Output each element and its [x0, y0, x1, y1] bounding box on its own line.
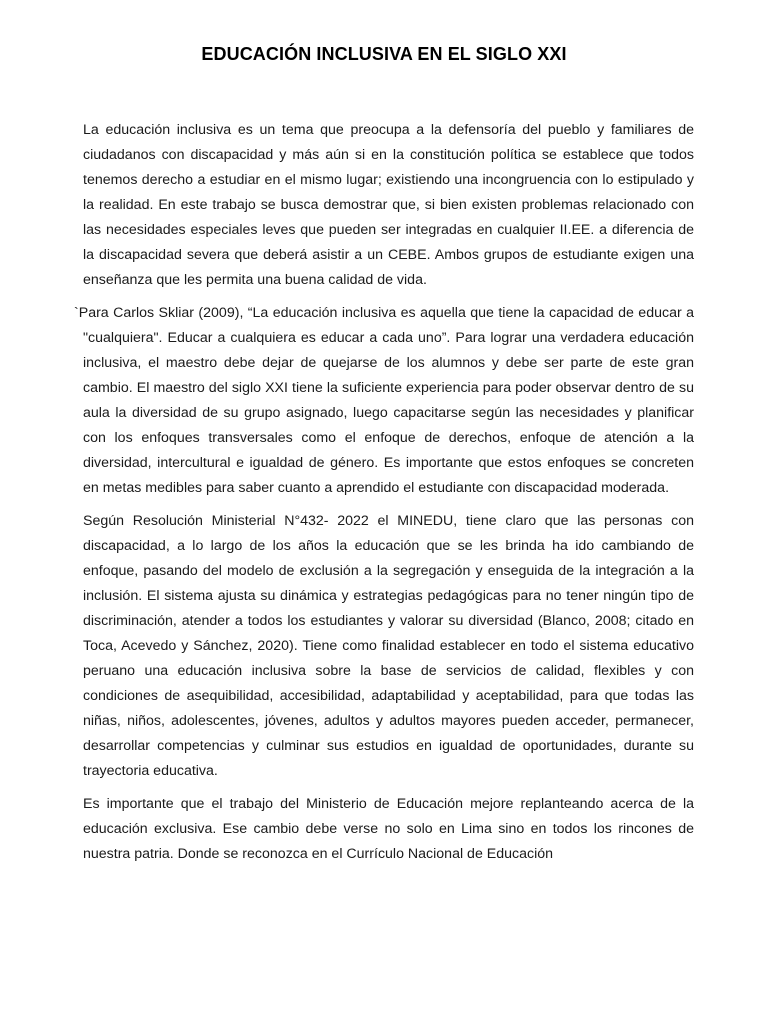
paragraph-skliar: `Para Carlos Skliar (2009), “La educación inclusiva es aquella que tiene la capacidad de educar a "cualquiera". Educar a cualquiera es educar a cada uno”. Para lograr una verdadera educación inclusiva, el maestro debe dejar de quejarse de los alumnos y debe ser parte de este gran cambio. El maestro del siglo XXI tiene la suficiente experiencia para poder observar dentro de su aula la diversidad de su grupo asignado, luego capacitarse según las necesidades y planificar con los enfoques transversales como el enfoque de derechos, enfoque de atención a la diversidad, intercultural e igualdad de género. Es importante que estos enfoques se concreten en metas medibles para saber cuanto a aprendido el estudiante con discapacidad moderada. [74, 305, 694, 496]
document-body [74, 118, 694, 867]
document-title: EDUCACIÓN INCLUSIVA EN EL SIGLO XXI [201, 44, 567, 64]
paragraph-ministerio: Es importante que el trabajo del Ministerio de Educación mejore replanteando acerca de la educación exclusiva. Ese cambio debe verse no solo en Lima sino en todos los rincones de nuestra patria. Donde se reconozca en el Currículo Nacional de Educación [83, 796, 694, 862]
paragraph-resolucion: Según Resolución Ministerial N°432- 2022 el MINEDU, tiene claro que las personas con discapacidad, a lo largo de los años la educación que se les brinda ha ido cambiando de enfoque, pasando del modelo de exclusión a la segregación y enseguida de la integración a la inclusión. El sistema ajusta su dinámica y estrategias pedagógicas para no tener ningún tipo de discriminación, atender a todos los estudiantes y valorar su diversidad (Blanco, 2008; citado en Toca, Acevedo y Sánchez, 2020). Tiene como finalidad establecer en todo el sistema educativo peruano una educación inclusiva sobre la base de servicios de calidad, flexibles y con condiciones de asequibilidad, accesibilidad, adaptabilidad y aceptabilidad, para que todas las niñas, niños, adolescentes, jóvenes, adultos y adultos mayores pueden acceder, permanecer, desarrollar competencias y culminar sus estudios en igualdad de oportunidades, durante su trayectoria educativa. [83, 513, 694, 779]
paragraph-intro: La educación inclusiva es un tema que preocupa a la defensoría del pueblo y familiares de ciudadanos con discapacidad y más aún si en la constitución política se establece que todos tenemos derecho a estudiar en el mismo lugar; existiendo una incongruencia con lo estipulado y la realidad. En este trabajo se busca demostrar que, si bien existen problemas relacionado con las necesidades especiales leves que pueden ser integradas en cualquier II.EE. a diferencia de la discapacidad severa que deberá asistir a un CEBE. Ambos grupos de estudiante exigen una enseñanza que les permita una buena calidad de vida. [83, 122, 694, 288]
